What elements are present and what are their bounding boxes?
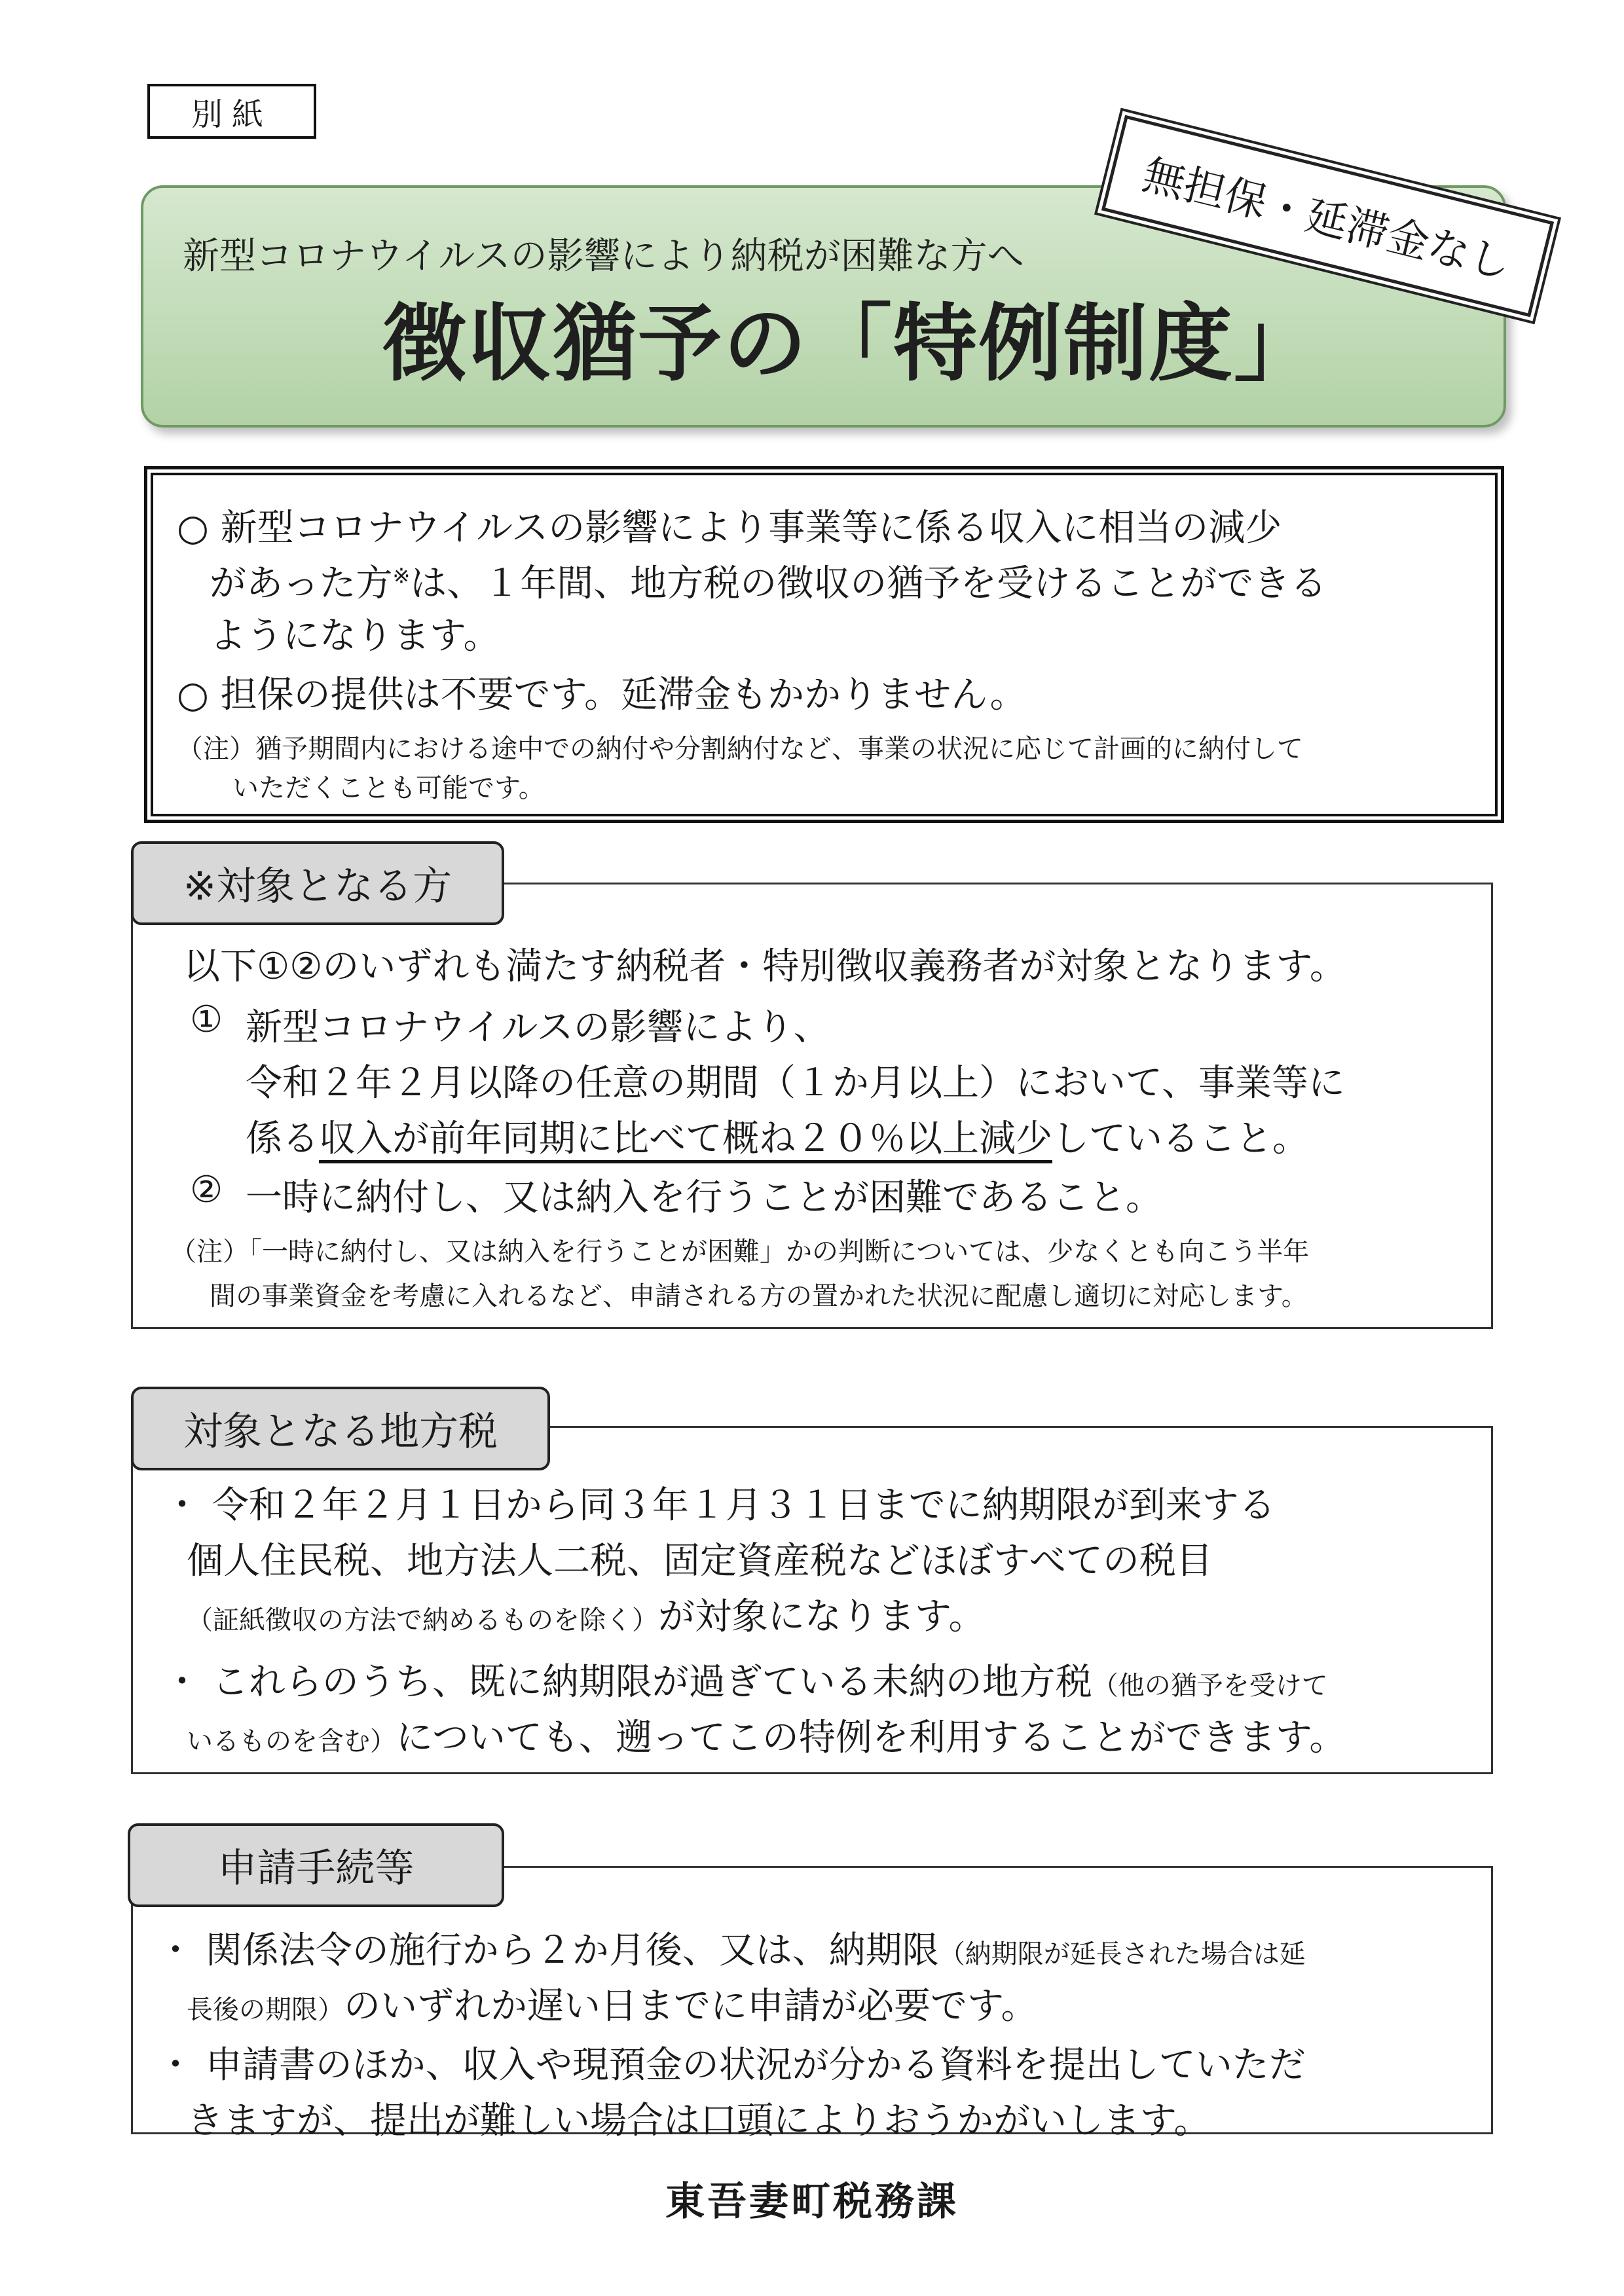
stamp-label: 無担保・延滞金なし [1101, 115, 1554, 318]
tax-bullet2-note-a: （他の猶予を受けて [1092, 1671, 1328, 1701]
target-cond1-line1: 新型コロナウイルスの影響により、 [246, 1006, 830, 1049]
attachment-tag: 別紙 [147, 84, 316, 139]
tax-section-heading: 対象となる地方税 [131, 1387, 550, 1470]
tax-bullet1-line1: ・ 令和２年２月１日から同３年１月３１日までに納期限が到来する [164, 1484, 1276, 1527]
apply-bullet1-note-b: 長後の期限） [187, 1995, 344, 2025]
apply-bullet1-line2-text: のいずれか遅い日までに申請が必要です。 [344, 1985, 1038, 2028]
tax-bullet1-note: （証紙徴収の方法で納めるものを除く） [187, 1605, 658, 1635]
notice-item2: ○ 担保の提供は不要です。延滞金もかかりません。 [177, 674, 1027, 716]
target-section-heading: ※対象となる方 [131, 841, 504, 925]
tax-bullet2-note-b: いるものを含む） [187, 1726, 396, 1757]
banner-subtitle: 新型コロナウイルスの影響により納税が困難な方へ [183, 235, 1024, 278]
tax-bullet1-line3-text: が対象になります。 [658, 1595, 986, 1638]
notice-note-line2: いただくことも可能です。 [232, 773, 545, 803]
target-cond1-underlined: 収入が前年同期に比べて概ね２０％以上減少 [319, 1118, 1052, 1163]
target-cond2-text: 一時に納付し、又は納入を行うことが困難であること。 [246, 1176, 1162, 1219]
notice-item1-line3: ようになります。 [210, 615, 500, 657]
apply-bullet2-line2: きますが、提出が難しい場合は口頭によりおうかがいします。 [187, 2100, 1211, 2142]
notice-footnote-mark: ※ [392, 563, 411, 589]
apply-bullet1-note-a: （納期限が延長された場合は延 [938, 1939, 1306, 1969]
notice-note-line1: （注）猶予期間内における途中での納付や分割納付など、事業の状況に応じて計画的に納付して [177, 734, 1303, 764]
target-cond1-line3 [246, 1110, 1309, 1162]
tax-bullet1-line3 [187, 1588, 986, 1640]
target-note-line1: （注）「一時に納付し、又は納入を行うことが困難」かの判断については、少なくとも向こう半年 [170, 1237, 1310, 1267]
target-note-line2: 間の事業資金を考慮に入れるなど、申請される方の置かれた状況に配慮し適切に対応します。 [210, 1281, 1308, 1311]
target-cond1-number: ① [190, 998, 223, 1041]
target-cond1-line3-post: していること。 [1052, 1118, 1309, 1160]
apply-bullet1-line2 [187, 1977, 1038, 2030]
tax-bullet2-line2-text: についても、遡ってこの特例を利用することができます。 [396, 1717, 1346, 1759]
tax-bullet1-line2: 個人住民税、地方法人二税、固定資産税などほぼすべての税目 [187, 1540, 1213, 1582]
tax-bullet2-line2 [187, 1709, 1346, 1761]
target-cond1-line3-pre: 係る [246, 1118, 319, 1160]
issuer-footer: 東吾妻町税務課 [665, 2179, 959, 2225]
notice-item1-line2 [210, 555, 1327, 607]
notice-item1-line1: ○ 新型コロナウイルスの影響により事業等に係る収入に相当の減少 [177, 507, 1282, 549]
target-cond2-number: ② [190, 1169, 223, 1211]
notice-item1-line2a: があった方 [210, 562, 393, 605]
apply-section-heading: 申請手続等 [128, 1823, 504, 1907]
banner-title: 徴収猶予の「特例制度」 [382, 295, 1320, 393]
tax-bullet2-text: ・ これらのうち、既に納期限が過ぎている未納の地方税 [164, 1661, 1092, 1704]
notice-box [144, 466, 1504, 823]
target-intro: 以下①②のいずれも満たす納税者・特別徴収義務者が対象となります。 [183, 945, 1346, 988]
tax-bullet2-line1 [164, 1653, 1328, 1705]
apply-bullet1-text: ・ 関係法令の施行から２か月後、又は、納期限 [157, 1929, 939, 1972]
apply-bullet2-line1: ・ 申請書のほか、収入や現預金の状況が分かる資料を提出していただ [157, 2044, 1306, 2086]
apply-bullet1-line1 [157, 1922, 1306, 1974]
notice-item1-line2b: は、１年間、地方税の徴収の猶予を受けることができる [410, 562, 1327, 605]
target-cond1-line2: 令和２年２月以降の任意の期間（１か月以上）において、事業等に [246, 1062, 1345, 1104]
